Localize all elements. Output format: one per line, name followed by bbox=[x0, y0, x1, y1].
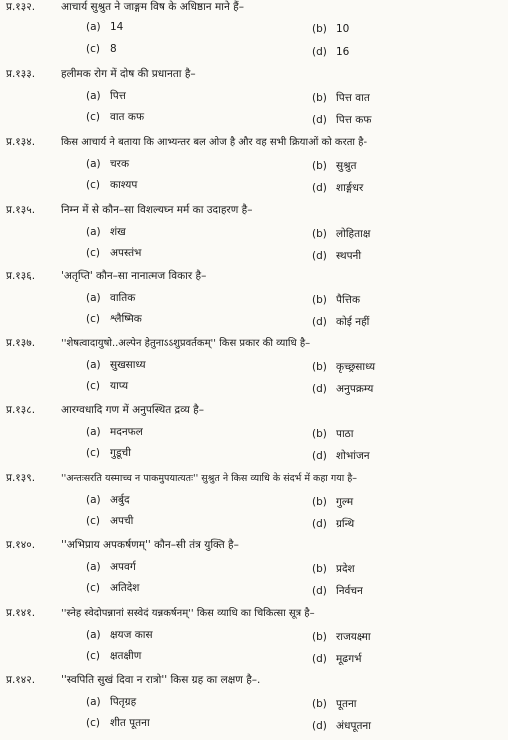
question-141 bbox=[6, 606, 506, 621]
question-number: प्र.१३६. bbox=[6, 270, 36, 282]
question-text: ''अभिप्राय अपकर्षणम्'' कौन–सी तंत्र युक्ति है– bbox=[61, 539, 239, 551]
question-number: प्र.१३७. bbox=[6, 337, 36, 349]
option-a: (a) मदनफल bbox=[86, 426, 143, 438]
question-140 bbox=[6, 538, 506, 552]
question-number: प्र.१३२. bbox=[6, 1, 36, 13]
option-a: (a) सुखसाध्य bbox=[86, 359, 146, 371]
question-text: आरग्वधादि गण में अनुपस्थित द्रव्य है– bbox=[61, 404, 204, 416]
question-text: ''अन्तःसरति यस्माच्च न पाकमुपयात्यतः'' सुश्रुत ने किस व्याधि के संदर्भ में कहा गया है– bbox=[61, 473, 358, 484]
question-139 bbox=[6, 471, 506, 486]
option-a: (a) 14 bbox=[86, 21, 124, 33]
question-text: निम्न में से कौन–सा विशल्यघ्न मर्म का उदाहरण है– bbox=[61, 204, 253, 216]
option-a: (a) चरक bbox=[86, 158, 130, 170]
option-d: (d) शोभांजन bbox=[312, 450, 370, 462]
question-number: प्र.१३९. bbox=[6, 472, 36, 484]
option-a: (a) शंख bbox=[86, 226, 126, 238]
question-number: प्र.१३३. bbox=[6, 68, 36, 80]
question-number: प्र.१४०. bbox=[6, 539, 36, 551]
option-b: (b) कृच्छ्रसाध्य bbox=[312, 361, 376, 373]
option-c: (c) काश्यप bbox=[86, 179, 138, 191]
question-137 bbox=[6, 336, 506, 351]
option-b: (b) पाठा bbox=[312, 428, 354, 440]
question-text: ''स्नेह स्वेदोपन्नानां सस्वेदं यन्नकर्षनम्'' किस व्याधि का चिकित्सा सूत्र है– bbox=[61, 608, 315, 619]
question-142 bbox=[6, 673, 506, 687]
option-d: (d) मूढगर्भ bbox=[312, 653, 362, 665]
option-b: (b) पित्त वात bbox=[312, 92, 370, 104]
option-a: (a) वातिक bbox=[86, 292, 136, 304]
question-text: आचार्य सुश्रुत ने जाङ्गम विष के अधिष्ठान माने हैं– bbox=[61, 1, 244, 13]
option-a: (a) अपवर्ग bbox=[86, 561, 136, 573]
question-number: प्र.१४२. bbox=[6, 674, 36, 686]
option-d: (d) अंधपूतना bbox=[312, 720, 371, 732]
option-b: (b) गुल्म bbox=[312, 496, 354, 508]
option-d: (d) कोई नहीं bbox=[312, 316, 370, 328]
option-a: (a) अर्बुद bbox=[86, 494, 130, 506]
option-a: (a) पितृग्रह bbox=[86, 696, 137, 708]
question-number: प्र.१३४. bbox=[6, 136, 36, 148]
question-134 bbox=[6, 135, 506, 150]
option-d: (d) ग्रन्थि bbox=[312, 518, 355, 530]
option-b: (b) राजयक्ष्मा bbox=[312, 631, 371, 643]
question-text: हलीमक रोग में दोष की प्रधानता है– bbox=[61, 68, 196, 80]
question-number: प्र.१३८. bbox=[6, 404, 36, 416]
question-number: प्र.१४१. bbox=[6, 607, 36, 619]
option-c: (c) क्षतक्षीण bbox=[86, 650, 142, 662]
option-c: (c) अपची bbox=[86, 515, 134, 527]
option-c: (c) अतिदेश bbox=[86, 582, 140, 594]
question-133 bbox=[6, 67, 506, 81]
option-c: (c) शीत पूतना bbox=[86, 717, 150, 729]
option-b: (b) प्रदेश bbox=[312, 563, 355, 575]
option-b: (b) 10 bbox=[312, 23, 350, 35]
question-132 bbox=[6, 0, 506, 14]
option-c: (c) गुडूची bbox=[86, 447, 131, 459]
option-b: (b) पूतना bbox=[312, 698, 357, 710]
question-text: ''स्वपिति सुखं दिवा न रात्रो'' किस ग्रह का लक्षण है–. bbox=[61, 674, 261, 686]
option-b: (b) पैत्तिक bbox=[312, 294, 361, 306]
option-a: (a) पित्त bbox=[86, 90, 126, 102]
option-c: (c) 8 bbox=[86, 43, 117, 55]
question-138 bbox=[6, 403, 506, 417]
option-b: (b) सुश्रुत bbox=[312, 160, 357, 172]
option-c: (c) अपस्तंभ bbox=[86, 247, 142, 259]
question-text: 'अतृप्ति' कौन–सा नानात्मज विकार है– bbox=[61, 270, 207, 282]
question-text: किस आचार्य ने बताया कि आभ्यन्तर बल ओज है और वह सभी क्रियाओं को करता है- bbox=[61, 137, 368, 148]
option-d: (d) पित्त कफ bbox=[312, 114, 372, 126]
question-136 bbox=[6, 269, 506, 283]
question-number: प्र.१३५. bbox=[6, 204, 36, 216]
option-a: (a) क्षयज कास bbox=[86, 629, 153, 641]
option-d: (d) निर्वचन bbox=[312, 585, 363, 597]
option-c: (c) वात कफ bbox=[86, 111, 145, 123]
option-c: (c) श्लैष्मिक bbox=[86, 313, 142, 325]
option-d: (d) शार्ङ्गधर bbox=[312, 182, 364, 194]
option-d: (d) स्थपनी bbox=[312, 250, 362, 262]
option-d: (d) अनुपक्रम्य bbox=[312, 383, 374, 395]
question-135 bbox=[6, 203, 506, 217]
option-c: (c) याप्य bbox=[86, 380, 129, 392]
option-d: (d) 16 bbox=[312, 46, 350, 58]
option-b: (b) लोहिताक्ष bbox=[312, 228, 371, 240]
question-text: ''शेषत्वादायुषो..अल्पेन हेतुनाऽऽशुप्रवर्तकम्'' किस प्रकार की व्याधि है– bbox=[61, 338, 311, 349]
